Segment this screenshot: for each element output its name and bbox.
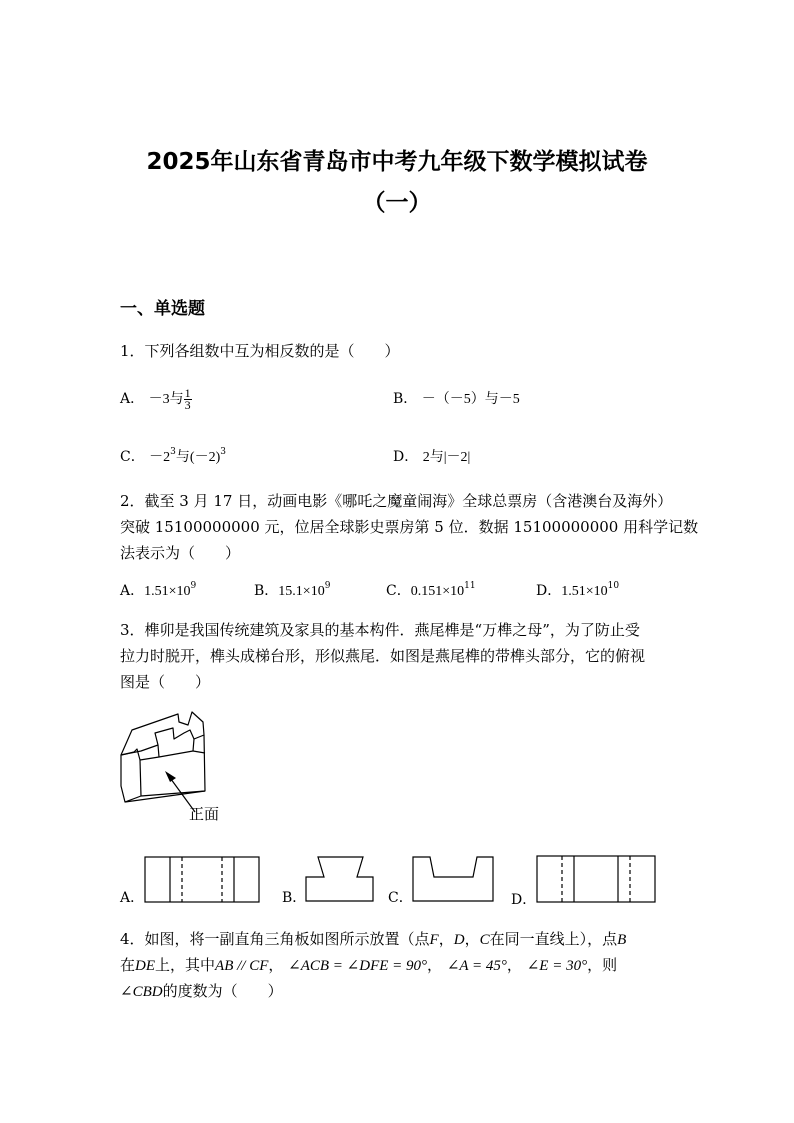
question-3-line-1: 3．榫卯是我国传统建筑及家具的基本构件．燕尾榫是“万榫之母”，为了防止受 [120, 621, 640, 639]
question-2-line-1: 2．截至 3 月 17 日，动画电影《哪吒之魔童闹海》全球总票房（含港澳台及海外） [120, 492, 673, 510]
option-label: A． [120, 391, 145, 407]
q2-option-b[interactable]: B．$15.1\times 10^9$ [254, 581, 331, 599]
connector: 与 [429, 449, 444, 465]
math-expr: (－2) [189, 450, 221, 465]
math-expr: －3 [148, 392, 170, 407]
option-label: D． [393, 449, 419, 465]
question-3-line-3: 图是（ ） [120, 673, 211, 691]
q3-option-d-label: D． [511, 892, 537, 908]
question-4-line-2: 在DE上，其中AB // CF， ∠ACB = ∠DFE = 90°， ∠A = 45°， ∠E = 30°，则 [120, 956, 618, 974]
math-expr: 2 [422, 450, 430, 465]
q3-option-a-label: A． [120, 890, 145, 906]
question-2-line-2: 突破 15100000000 元，位居全球影史票房第 5 位．数据 15100000000 用科学记数 [120, 518, 699, 536]
page-subtitle: （一） [362, 190, 432, 216]
q2-option-d[interactable]: D．$1.51\times 10^{10}$ [536, 581, 620, 599]
option-label: C． [386, 583, 411, 599]
q2-option-a[interactable]: A．$1.51\times 10^9$ [120, 581, 197, 599]
option-label: C． [120, 449, 145, 465]
option-label: A． [120, 583, 145, 599]
question-4-line-3: ∠CBD的度数为（ ） [120, 982, 283, 1000]
question-3-line-2: 拉力时脱开，榫头成梯台形，形似燕尾．如图是燕尾榫的带榫头部分，它的俯视 [120, 647, 646, 665]
connector: 与 [484, 391, 499, 407]
section-heading: 一、单选题 [120, 299, 205, 319]
math-expr: 15.1×10 [278, 584, 325, 599]
q1-option-c[interactable]: C． $-2^3$与$(-2)^3$ [120, 447, 226, 465]
page-title: 2025年山东省青岛市中考九年级下数学模拟试卷 [146, 149, 648, 175]
q3-option-c-label: C． [388, 890, 413, 906]
question-4-line-1: 4．如图，将一副直角三角板如图所示放置（点F，D，C在同一直线上），点B [120, 930, 627, 948]
question-1-stem: 1．下列各组数中互为相反数的是（ ） [120, 342, 400, 360]
math-expr: －（－5） [421, 392, 485, 407]
fraction: $\frac{1}{3}$ [184, 386, 191, 412]
math-expr: |－2| [443, 450, 471, 465]
option-label: B． [393, 391, 418, 407]
front-view-label: 正面 [189, 805, 220, 823]
q2-option-c[interactable]: C．$0.151\times 10^{11}$ [386, 581, 476, 599]
math-expr: －5 [498, 392, 520, 407]
option-label: B． [254, 583, 279, 599]
question-2-line-3: 法表示为（ ） [120, 544, 241, 562]
math-expr: －2 [149, 450, 171, 465]
connector: 与 [175, 449, 190, 465]
connector: 与 [169, 391, 184, 407]
math-expr: 1.51×10 [144, 584, 191, 599]
q3-option-b-label: B． [282, 890, 307, 906]
option-label: D． [536, 583, 562, 599]
math-expr: 1.51×10 [561, 584, 608, 599]
math-expr: 0.151×10 [410, 584, 465, 599]
